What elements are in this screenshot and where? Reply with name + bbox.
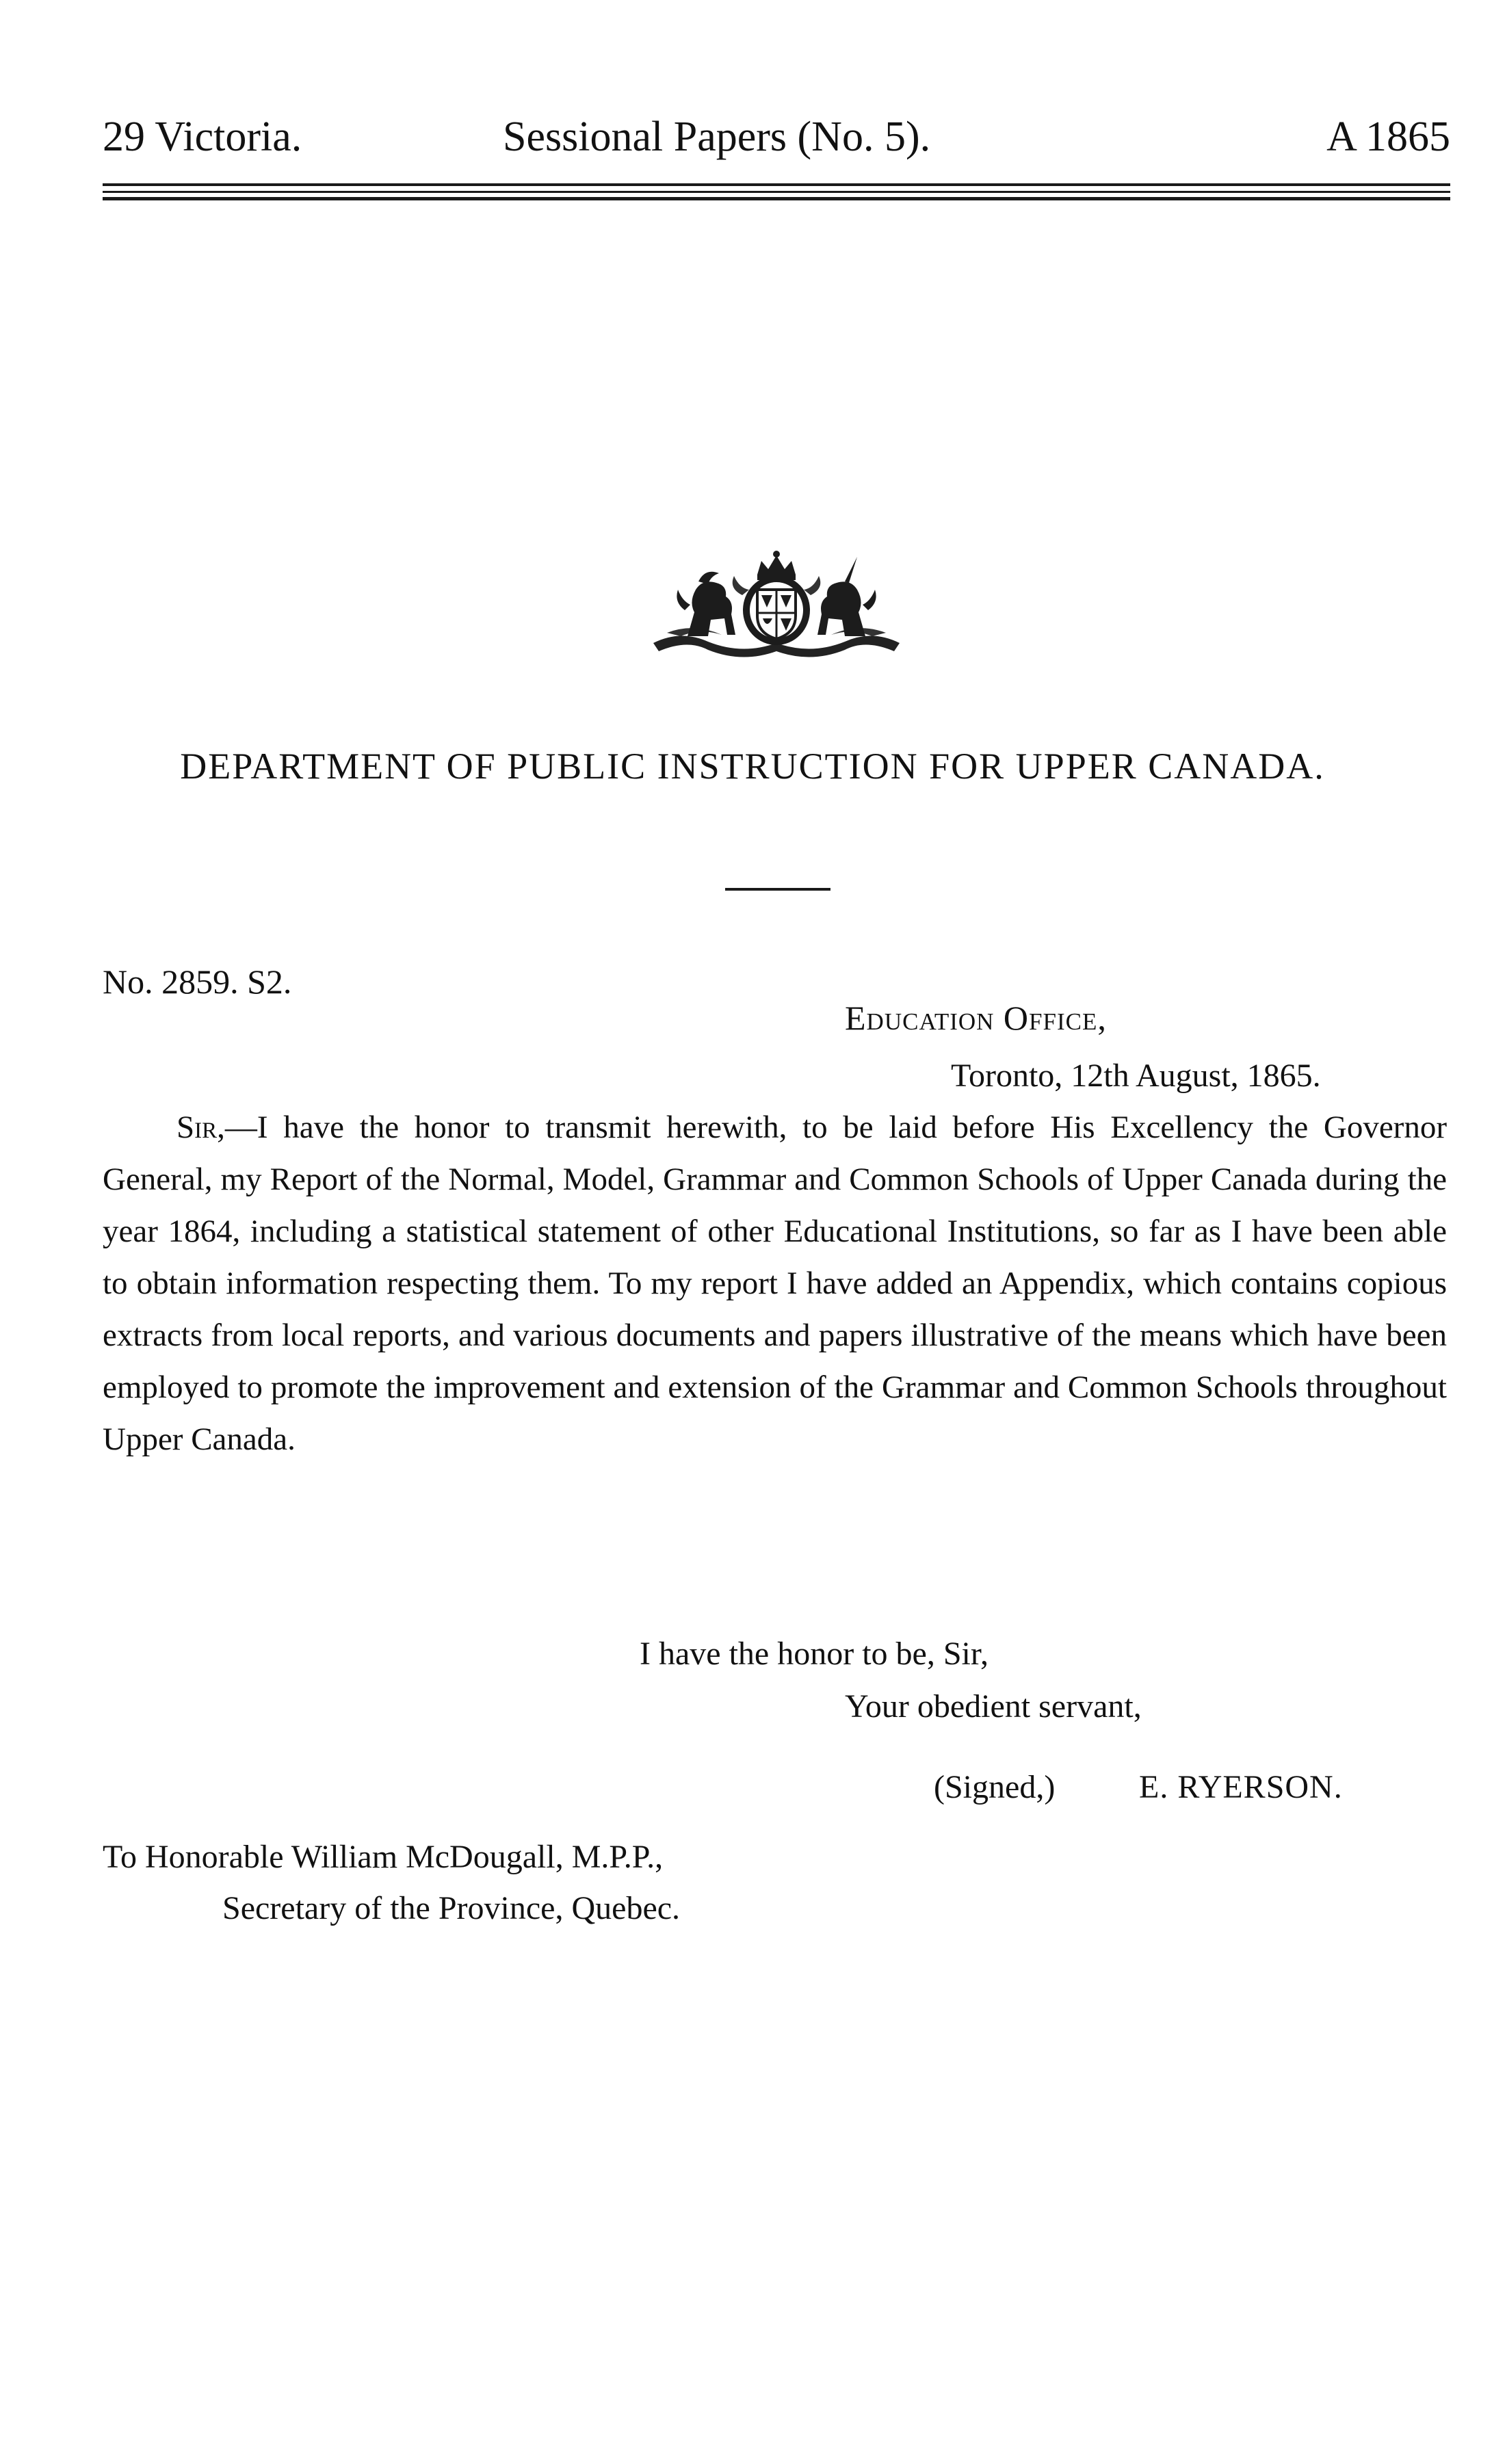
signatory-name: E. RYERSON. (1139, 1769, 1343, 1805)
running-header (103, 109, 1450, 164)
addressee-title: Secretary of the Province, Quebec. (222, 1890, 681, 1926)
addressee-name: To Honorable William McDougall, M.P.P., (103, 1839, 664, 1875)
letter-body (103, 1101, 1447, 1465)
header-sessional-papers: Sessional Papers (No. 5). (503, 114, 931, 160)
letter-place-date: Toronto, 12th August, 1865. (951, 1058, 1321, 1094)
letter-reference-number: No. 2859. S2. (103, 962, 292, 1001)
letter-salutation: Sir, (176, 1110, 225, 1145)
royal-coat-of-arms-icon (640, 547, 913, 664)
header-rule-middle (103, 191, 1450, 193)
letter-body-text: —I have the honor to transmit herewith, to be laid before His Excellency the Governor General, my Report of the Normal, Model, Grammar and Common Schools of Upper Canada during the year 1864, including a statistical statement of other Educational Institutions, so far as I have been able to obtain information respecting them. To my report I have added an Appendix, which contains copious extracts from local reports, and various documents and papers illustrative of the means which have been employed to promote the improvement and extension of the Grammar and Common Schools throughout Upper Canada. (103, 1110, 1447, 1457)
header-regnal-year: 29 Victoria. (103, 114, 302, 160)
letter-office-heading: Education Office, (845, 999, 1107, 1037)
header-year-code: A 1865 (1326, 114, 1450, 160)
header-rule-top (103, 183, 1450, 186)
signed-label: (Signed,) (934, 1769, 1056, 1805)
title-divider (725, 888, 830, 891)
department-title: DEPARTMENT OF PUBLIC INSTRUCTION FOR UPPER CANADA. (180, 746, 1325, 787)
header-rule-bottom (103, 197, 1450, 200)
closing-line-servant: Your obedient servant, (845, 1688, 1142, 1725)
header-rules (103, 183, 1450, 204)
closing-line-honor: I have the honor to be, Sir, (640, 1636, 989, 1672)
